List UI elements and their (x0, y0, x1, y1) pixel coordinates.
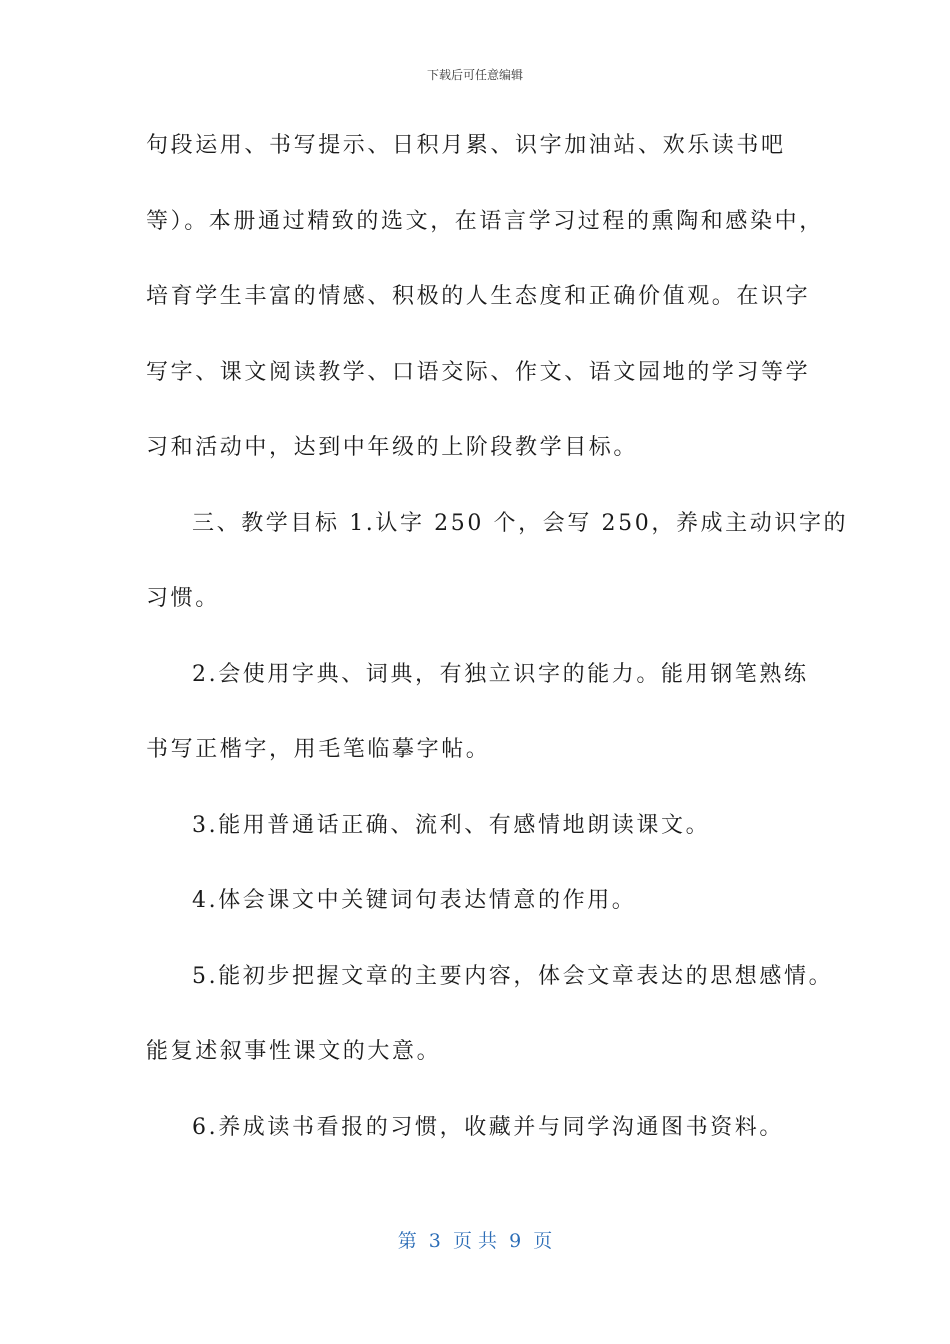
text-line-3: 培育学生丰富的情感、积极的人生态度和正确价值观。在识字 (146, 284, 811, 309)
text-line-1: 句段运用、书写提示、日积月累、识字加油站、欢乐读书吧 (146, 133, 786, 158)
document-body (146, 120, 849, 1177)
text-line-9: 书写正楷字，用毛笔临摹字帖。 (146, 737, 491, 762)
text-line-8: 2.会使用字典、词典，有独立识字的能力。能用钢笔熟练 (192, 661, 809, 687)
header-note: 下载后可任意编辑 (426, 68, 523, 82)
text-line-10: 3.能用普通话正确、流利、有感情地朗读课文。 (192, 812, 711, 838)
text-line-7: 习惯。 (146, 586, 220, 611)
text-line-6: 三、教学目标 1.认字 250 个，会写 250，养成主动识字的 (192, 510, 849, 536)
text-line-13: 能复述叙事性课文的大意。 (146, 1039, 442, 1064)
text-line-11: 4.体会课文中关键词句表达情意的作用。 (192, 888, 637, 913)
text-line-12: 5.能初步把握文章的主要内容，体会文章表达的思想感情。 (192, 963, 834, 989)
text-line-5: 习和活动中，达到中年级的上阶段教学目标。 (146, 435, 639, 460)
page-number: 第 3 页 共 9 页 (397, 1230, 553, 1252)
text-line-2: 等）。本册通过精致的选文，在语言学习过程的熏陶和感染中， (146, 208, 824, 234)
text-line-4: 写字、课文阅读教学、口语交际、作文、语文园地的学习等学 (146, 359, 811, 385)
text-line-14: 6.养成读书看报的习惯，收藏并与同学沟通图书资料。 (192, 1114, 784, 1140)
